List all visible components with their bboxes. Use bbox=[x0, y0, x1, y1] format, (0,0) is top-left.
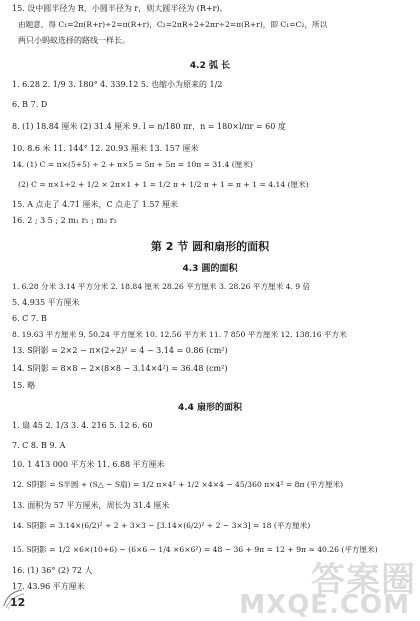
answer-line: 由题意，得 C₁=2π(R+r)÷2=π(R+r)，C₂=2πR÷2+2πr÷2=π(R+r)，即 C₁=C₂，所以 bbox=[18, 20, 328, 29]
answer-line: 1. 扇 45 2. 1/3 3. 4. 216 5. 12 6. 60 bbox=[12, 421, 153, 430]
section-heading-4-3: 4.3 圆的面积 bbox=[182, 264, 238, 274]
answer-line: 8. 19.63 平方厘米 9. 50.24 平方厘米 10. 12.56 平方米 11. 7 850 平方厘米 12. 138.16 平方米 bbox=[12, 330, 347, 339]
answer-line: 1. 6.28 2. 1/9 3. 180° 4. 339.12 5. 也缩小为原来的 1/2 bbox=[12, 80, 223, 89]
answer-line: 15. A 点走了 4.71 厘米，C 点走了 1.57 厘米 bbox=[12, 200, 179, 209]
answer-line: 10. 1 413 000 平方米 11. 6.88 平方厘米 bbox=[12, 460, 165, 469]
answer-line: 6. C 7. B bbox=[12, 314, 47, 323]
answer-line: 6. B 7. D bbox=[12, 100, 48, 109]
answer-line: 7. C 8. B 9. A bbox=[12, 441, 66, 450]
answer-line: 14. (1) C = π×(5+5) ÷ 2 + π×5 = 5π + 5π = 10π = 31.4 (厘米) bbox=[12, 160, 253, 169]
answer-line: 14. S阴影 = 8×8 − 2×(8×8 − 3.14×4²) = 36.48 (cm²) bbox=[12, 364, 228, 373]
answer-line: 10. 8.6 米 11. 144° 12. 20.93 厘米 13. 157 厘米 bbox=[12, 144, 199, 153]
answer-line: 13. 面积为 57 平方厘米，周长为 31.4 厘米 bbox=[12, 501, 170, 510]
answer-line: 16. 2 ; 3 5 ; 2 m₁ r₁ ; m₂ r₂ bbox=[12, 216, 117, 225]
answer-line: 12. S阴影 = S半圆 + (S△ − S扇) = 1/2 π×4² + 1/2 ×4×4 − 45/360 π×4² = 8π (平方厘米) bbox=[12, 480, 344, 489]
answer-line: (2) C = π×1÷2 + 1/2 × 2π×1 + 1 = 1/2 π + 1/2 π + 1 = π + 1 = 4.14 (厘米) bbox=[18, 180, 309, 189]
answer-line: 15. S阴影 = 1/2 ×6×(10+6) − (6×6 − 1/4 ×6×6²) = 48 − 36 + 9π = 12 + 9π ≈ 40.26 (平方厘米) bbox=[12, 545, 378, 554]
answer-line: 16. (1) 36° (2) 72 人 bbox=[12, 566, 93, 575]
answer-line: 1. 6.28 分米 3.14 平方分米 2. 18.84 厘米 28.26 平方厘米 3. 28.26 平方厘米 4. 9 倍 bbox=[12, 282, 311, 291]
answer-line: 14. S阴影 = 3.14×(6/2)² ÷ 2 + 3×3 − [3.14×(6/2)² ÷ 2 − 3×3] = 18 (平方厘米) bbox=[12, 521, 311, 530]
answer-line: 5. 4.935 平方厘米 bbox=[12, 298, 80, 307]
watermark-url: MXQE.COM bbox=[239, 590, 410, 620]
section-heading-4-4: 4.4 扇形的面积 bbox=[177, 403, 243, 413]
section-heading-4-2: 4.2 弧 长 bbox=[189, 61, 231, 71]
answer-line: 两只小蚂蚁选择的路线一样长。 bbox=[18, 36, 130, 45]
page-number: 12 bbox=[10, 596, 26, 609]
answer-line: 17. 43.96 平方厘米 bbox=[12, 582, 85, 591]
answer-line: 15. 设中圆半径为 R，小圆半径为 r，则大圆半径为 (R+r)。 bbox=[12, 4, 228, 13]
chapter-heading: 第 2 节 圆和扇形的面积 bbox=[150, 240, 270, 253]
answer-line: 15. 略 bbox=[12, 381, 36, 390]
watermark-logo: 答案圈 bbox=[311, 560, 416, 600]
answer-line: 8. (1) 18.84 厘米 (2) 31.4 厘米 9. l = n/180 πr，n = 180×l/πr = 60 度 bbox=[12, 122, 286, 131]
answer-line: 13. S阴影 = 2×2 − π×(2÷2)² = 4 − 3.14 = 0.86 (cm²) bbox=[12, 346, 228, 355]
